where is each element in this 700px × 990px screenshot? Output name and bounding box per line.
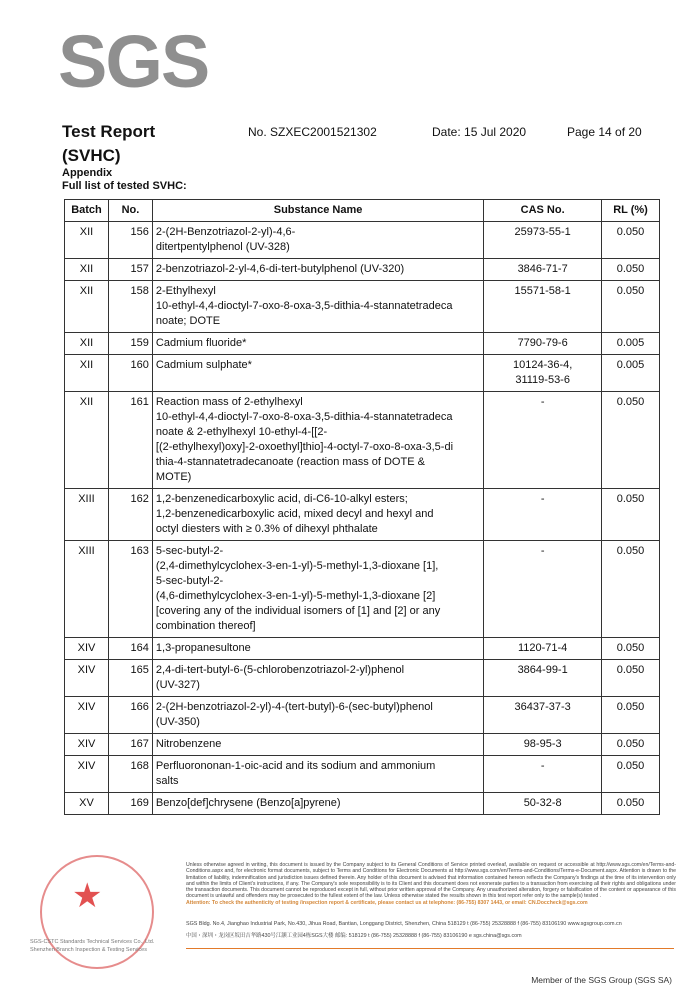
rl-cell: 0.050 xyxy=(602,259,660,281)
substance-name-cell: 1,2-benzenedicarboxylic acid, di-C6-10-alkyl esters; 1,2-benzenedicarboxylic acid, mixed decyl and hexyl and octyl diesters with ≥ 0.3% of dihexyl phthalate xyxy=(152,489,483,541)
header-batch: Batch xyxy=(65,200,109,222)
batch-cell: XII xyxy=(65,259,109,281)
cas-cell: - xyxy=(484,489,602,541)
cas-cell: 36437-37-3 xyxy=(484,697,602,734)
substance-name-cell: 2-(2H-benzotriazol-2-yl)-4-(tert-butyl)-6-(sec-butyl)phenol (UV-350) xyxy=(152,697,483,734)
table-row xyxy=(65,541,660,638)
table-header-row xyxy=(65,200,660,222)
company-address: SGS Bldg. No.4, Jianghao Industrial Park, No.430, Jihua Road, Bantian, Longgang District, Shenzhen, China 518129 t (86-755) 25328888 f (86-755) 83106190 www.sgsgroup.com.cn 中国・深圳・龙岗区坂田吉华路430号江灏工业园4栋SGS大楼 邮编: 518129 t (86-755) 25328888 f (86-755) 83106190 e sgs.china@sgs.com xyxy=(186,921,622,939)
cas-cell: 7790-79-6 xyxy=(484,333,602,355)
substance-name-cell: 2-benzotriazol-2-yl-4,6-di-tert-butylphenol (UV-320) xyxy=(152,259,483,281)
no-cell: 166 xyxy=(108,697,152,734)
cas-cell: 50-32-8 xyxy=(484,793,602,815)
batch-cell: XII xyxy=(65,333,109,355)
header-cas: CAS No. xyxy=(484,200,602,222)
substance-name-cell: 2,4-di-tert-butyl-6-(5-chlorobenzotriazol-2-yl)phenol (UV-327) xyxy=(152,660,483,697)
sgs-logo-text: SGS xyxy=(58,20,209,103)
table-row xyxy=(65,697,660,734)
rl-cell: 0.050 xyxy=(602,697,660,734)
svhc-table xyxy=(64,199,660,815)
rl-cell: 0.050 xyxy=(602,756,660,793)
cas-cell: 3864-99-1 xyxy=(484,660,602,697)
no-cell: 164 xyxy=(108,638,152,660)
rl-cell: 0.005 xyxy=(602,355,660,392)
cas-cell: 3846-71-7 xyxy=(484,259,602,281)
batch-cell: XII xyxy=(65,392,109,489)
rl-cell: 0.005 xyxy=(602,333,660,355)
no-cell: 157 xyxy=(108,259,152,281)
batch-cell: XIV xyxy=(65,697,109,734)
substance-name-cell: 2-Ethylhexyl 10-ethyl-4,4-dioctyl-7-oxo-8-oxa-3,5-dithia-4-stannatetradeca noate; DOTE xyxy=(152,281,483,333)
rl-cell: 0.050 xyxy=(602,734,660,756)
cas-cell: - xyxy=(484,541,602,638)
header-substance: Substance Name xyxy=(152,200,483,222)
disclaimer: Unless otherwise agreed in writing, this document is issued by the Company subject to its General Conditions of Service printed overleaf, available on request or accessible at http://www.sgs.com/en/Terms-and-Conditions.aspx and, for electronic format documents, subject to Terms and Conditions for Electronic Documents at http://www.sgs.com/en/Terms-and-Conditions/Terms-e-Document.aspx. Attention is drawn to the limitation of liability, indemnification and jurisdiction issues defined therein. Any holder of this document is advised that information contained hereon reflects the Company's findings at the time of its intervention only and within the limits of Client's instructions, if any. The Company's sole responsibility is to its Client and this document does not exonerate parties to a transaction from exercising all their rights and obligations under the transaction documents. This document cannot be reproduced except in full, without prior written approval of the Company. Any unauthorized alteration, forgery or falsification of the content or appearance of this document is unlawful and offenders may be prosecuted to the fullest extent of the law. Unless otherwise stated the results shown in this test report refer only to the sample(s) tested . Attention: To check the authenticity of testing /inspection report & certificate, please contact us at telephone: (86-755) 8307 1443, or email: CN.Doccheck@sgs.com xyxy=(186,862,676,906)
cas-cell: 25973-55-1 xyxy=(484,222,602,259)
table-row xyxy=(65,793,660,815)
no-cell: 165 xyxy=(108,660,152,697)
footer-divider xyxy=(186,948,674,949)
rl-cell: 0.050 xyxy=(602,281,660,333)
table-row xyxy=(65,756,660,793)
rl-cell: 0.050 xyxy=(602,222,660,259)
no-cell: 163 xyxy=(108,541,152,638)
no-cell: 168 xyxy=(108,756,152,793)
no-cell: 161 xyxy=(108,392,152,489)
substance-name-cell: Perfluorononan-1-oic-acid and its sodium and ammonium salts xyxy=(152,756,483,793)
table-row xyxy=(65,355,660,392)
page-number: Page 14 of 20 xyxy=(567,125,642,139)
batch-cell: XIII xyxy=(65,541,109,638)
cas-cell: - xyxy=(484,756,602,793)
substance-name-cell: Cadmium sulphate* xyxy=(152,355,483,392)
header-rl: RL (%) xyxy=(602,200,660,222)
substance-name-cell: 1,3-propanesultone xyxy=(152,638,483,660)
substance-name-cell: Reaction mass of 2-ethylhexyl 10-ethyl-4,4-dioctyl-7-oxo-8-oxa-3,5-dithia-4-stannatetradeca noate & 2-ethylhexyl 10-ethyl-4-[[2- [(2-ethylhexyl)oxy]-2-oxoethyl]thio]-4-octyl-7-oxo-8-oxa-3,5-di thia-4-stannatetradecanoate (reaction mass of DOTE & MOTE) xyxy=(152,392,483,489)
batch-cell: XIV xyxy=(65,660,109,697)
table-row xyxy=(65,660,660,697)
batch-cell: XIV xyxy=(65,734,109,756)
batch-cell: XIII xyxy=(65,489,109,541)
no-cell: 158 xyxy=(108,281,152,333)
rl-cell: 0.050 xyxy=(602,638,660,660)
table-row xyxy=(65,333,660,355)
substance-name-cell: Benzo[def]chrysene (Benzo[a]pyrene) xyxy=(152,793,483,815)
seal-text: SGS-CSTC Standards Technical Services Co., Ltd. Shenzhen Branch Inspection & Testing Services xyxy=(30,939,155,953)
no-cell: 162 xyxy=(108,489,152,541)
substance-name-cell: 2-(2H-Benzotriazol-2-yl)-4,6- ditertpentylphenol (UV-328) xyxy=(152,222,483,259)
table-row xyxy=(65,734,660,756)
batch-cell: XV xyxy=(65,793,109,815)
rl-cell: 0.050 xyxy=(602,489,660,541)
section-heading: Appendix Full list of tested SVHC: xyxy=(62,167,187,192)
table-row xyxy=(65,489,660,541)
table-row xyxy=(65,638,660,660)
rl-cell: 0.050 xyxy=(602,392,660,489)
no-cell: 169 xyxy=(108,793,152,815)
cas-cell: - xyxy=(484,392,602,489)
no-cell: 159 xyxy=(108,333,152,355)
report-number: No. SZXEC2001521302 xyxy=(248,125,377,139)
no-cell: 156 xyxy=(108,222,152,259)
report-date: Date: 15 Jul 2020 xyxy=(432,125,527,139)
batch-cell: XIV xyxy=(65,756,109,793)
header-no: No. xyxy=(108,200,152,222)
batch-cell: XII xyxy=(65,222,109,259)
cas-cell: 1120-71-4 xyxy=(484,638,602,660)
no-cell: 160 xyxy=(108,355,152,392)
cas-cell: 10124-36-4, 31119-53-6 xyxy=(484,355,602,392)
batch-cell: XII xyxy=(65,281,109,333)
no-cell: 167 xyxy=(108,734,152,756)
report-title: Test Report (SVHC) xyxy=(62,122,156,165)
batch-cell: XII xyxy=(65,355,109,392)
sgs-logo xyxy=(58,18,208,106)
substance-name-cell: Nitrobenzene xyxy=(152,734,483,756)
authenticity-notice: Attention: To check the authenticity of testing /inspection report & certificate, please contact us at telephone: (86-755) 8307 1443, or email: CN.Doccheck@sgs.com xyxy=(186,899,588,906)
table-row xyxy=(65,281,660,333)
seal-star-icon: ★ xyxy=(72,877,103,915)
table-row xyxy=(65,222,660,259)
table-row xyxy=(65,392,660,489)
cas-cell: 15571-58-1 xyxy=(484,281,602,333)
table-row xyxy=(65,259,660,281)
cas-cell: 98-95-3 xyxy=(484,734,602,756)
member-text: Member of the SGS Group (SGS SA) xyxy=(531,975,672,985)
rl-cell: 0.050 xyxy=(602,793,660,815)
substance-name-cell: Cadmium fluoride* xyxy=(152,333,483,355)
substance-name-cell: 5-sec-butyl-2- (2,4-dimethylcyclohex-3-en-1-yl)-5-methyl-1,3-dioxane [1], 5-sec-butyl-2- (4,6-dimethylcyclohex-3-en-1-yl)-5-methyl-1,3-dioxane [2] [covering any of the individual isomers of [1] and [2] or any combination thereof] xyxy=(152,541,483,638)
batch-cell: XIV xyxy=(65,638,109,660)
rl-cell: 0.050 xyxy=(602,541,660,638)
rl-cell: 0.050 xyxy=(602,660,660,697)
